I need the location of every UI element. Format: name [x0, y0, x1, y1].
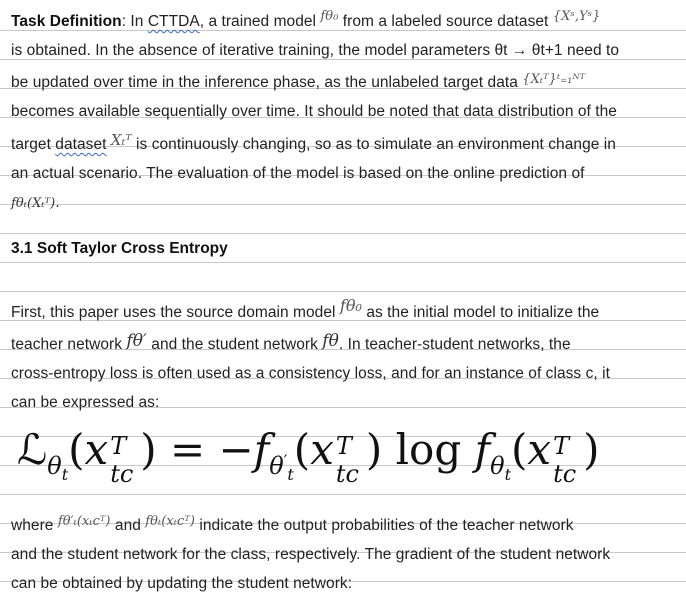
- task-definition-paragraph: [11, 2, 679, 218]
- dataset-term: dataset: [55, 136, 107, 153]
- eq-teacher-argument: [293, 425, 383, 488]
- eq-open-paren: (: [293, 425, 311, 474]
- math-teacher-network: fθ′: [126, 331, 147, 351]
- text-span: and: [110, 517, 146, 534]
- eq-theta: θ: [490, 452, 505, 480]
- text-line: can be expressed as:: [11, 394, 160, 411]
- text-span: from a labeled source dataset: [338, 13, 553, 30]
- eq-equals: =: [156, 425, 219, 474]
- text-span: where: [11, 517, 58, 534]
- cttda-term: CTTDA: [147, 13, 200, 30]
- text-line: cross-entropy loss is often used as a consistency loss, and for an instance of class c, it: [11, 365, 610, 382]
- eq-f-student: f: [474, 425, 491, 474]
- eq-x: x: [84, 425, 109, 474]
- eq-close-paren: ): [583, 425, 600, 474]
- eq-lhs-argument: [68, 425, 157, 488]
- eq-theta: θ: [47, 452, 62, 480]
- eq-prime: ′: [283, 451, 288, 470]
- math-model: fθ₀: [320, 9, 339, 24]
- text-line: [11, 507, 679, 540]
- eq-open-paren: (: [511, 425, 528, 474]
- eq-subscript-tc: tc: [553, 460, 577, 488]
- eq-t: t: [287, 464, 294, 484]
- eq-log: log: [382, 425, 475, 474]
- text-span: First, this paper uses the source domain model: [11, 304, 340, 321]
- text-span: is continuously changing, so as to simulate an environment change in: [131, 136, 616, 153]
- eq-subscript-tc: tc: [110, 460, 134, 488]
- text-line: [11, 2, 679, 36]
- eq-f-teacher: f: [253, 425, 270, 474]
- after-equation-paragraph: [11, 507, 679, 598]
- eq-t: t: [504, 464, 512, 484]
- task-definition-heading: Task Definition: [11, 13, 122, 30]
- eq-teacher-subscript: [269, 451, 294, 484]
- eq-x-scripts: [334, 422, 366, 488]
- eq-superscript-T: T: [335, 432, 352, 460]
- text-span: teacher network: [11, 336, 127, 353]
- text-span: : In: [121, 13, 148, 30]
- eq-open-paren: (: [68, 425, 85, 474]
- eq-close-paren: ): [365, 425, 383, 474]
- text-line: becomes available sequentially over time. It should be noted that data distribution of the: [11, 103, 617, 120]
- text-line: is obtained. In the absence of iterative training, the model parameters θt → θt+1 need to: [11, 42, 620, 59]
- eq-student-subscript: [490, 452, 512, 484]
- section-heading: 3.1 Soft Taylor Cross Entropy: [11, 240, 228, 257]
- eq-subscript-tc: tc: [335, 460, 359, 488]
- eq-superscript-T: T: [110, 432, 127, 460]
- eq-student-argument: [511, 425, 600, 488]
- math-student-network: fθ: [322, 331, 339, 351]
- eq-minus: −: [218, 425, 254, 474]
- math-source-dataset: {Xˢ,Yˢ}: [552, 9, 601, 24]
- eq-loss-subscript: [47, 452, 69, 484]
- text-span: target: [11, 136, 56, 153]
- eq-x: x: [527, 425, 552, 474]
- eq-superscript-T: T: [553, 432, 570, 460]
- text-line: [11, 291, 679, 327]
- text-span: as the initial model to initialize the: [362, 304, 600, 321]
- text-line: can be obtained by updating the student network:: [11, 575, 353, 592]
- text-span: . In teacher-student networks, the: [338, 336, 571, 353]
- eq-close-paren: ): [140, 425, 157, 474]
- loss-symbol: ℒ: [17, 425, 48, 474]
- eq-x-scripts: [551, 422, 583, 488]
- text-line: [11, 126, 679, 159]
- eq-t: t: [61, 464, 69, 484]
- text-span: and the student network: [146, 336, 323, 353]
- math-teacher-output: fθ′ₜ(xₜcᵀ): [57, 514, 111, 529]
- math-student-output: fθₜ(xₜcᵀ): [145, 514, 195, 529]
- eq-x: x: [310, 425, 334, 474]
- eq-x-scripts: [108, 422, 140, 488]
- loss-equation: [17, 420, 599, 505]
- math-target-x: Xₜᵀ: [110, 131, 132, 149]
- eq-theta: θ: [269, 452, 284, 480]
- text-line: an actual scenario. The evaluation of the model is based on the online prediction of: [11, 165, 585, 182]
- math-prediction: fθₜ(Xₜᵀ): [11, 196, 56, 211]
- text-span: be updated over time in the inference phase, as the unlabeled target data: [11, 74, 523, 91]
- text-span: .: [55, 194, 60, 211]
- text-line: [11, 188, 679, 218]
- soft-taylor-paragraph: [11, 291, 679, 417]
- text-line: [11, 327, 679, 359]
- text-line: [11, 65, 679, 97]
- math-target-data: {Xₜᵀ}ᵗ₌₁ᴺᵀ: [522, 72, 586, 87]
- text-span: indicate the output probabilities of the teacher network: [195, 517, 574, 534]
- math-initial-model: fθ₀: [339, 296, 362, 315]
- text-line: and the student network for the class, respectively. The gradient of the student network: [11, 546, 611, 563]
- text-span: , a trained model: [199, 13, 321, 30]
